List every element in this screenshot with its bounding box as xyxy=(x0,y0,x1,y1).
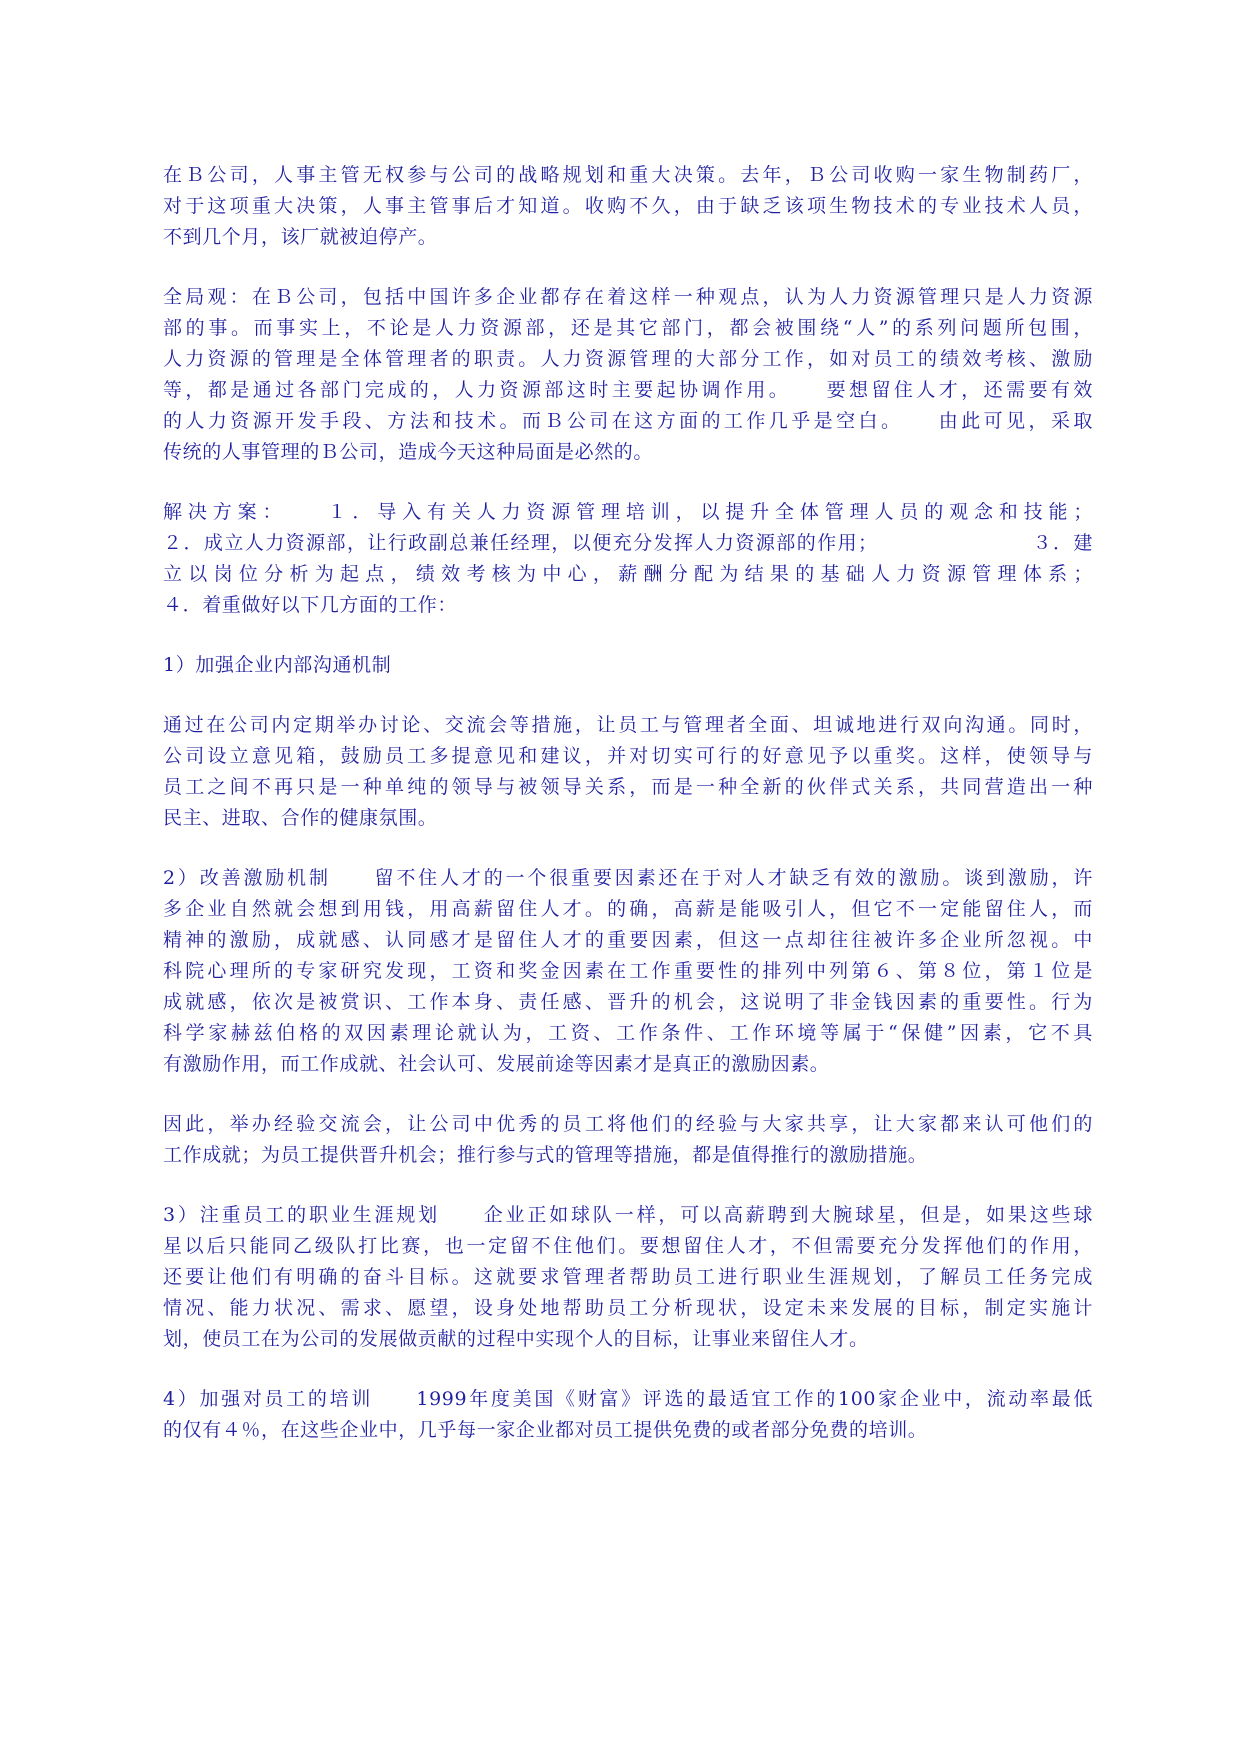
text-line: 通过在公司内定期举办讨论、交流会等措施，让员工与管理者全面、坦诚地进行双向沟通。同时， xyxy=(163,714,1093,736)
document-paragraph xyxy=(163,650,1093,681)
text-line: ２．成立人力资源部，让行政副总兼任经理，以便充分发挥人力资源部的作用； ３．建 xyxy=(163,532,1093,554)
document-paragraph xyxy=(163,710,1093,834)
document-paragraph xyxy=(163,1384,1093,1446)
text-line: 对于这项重大决策，人事主管事后才知道。收购不久，由于缺乏该项生物技术的专业技术人员， xyxy=(163,195,1093,217)
text-line: 等，都是通过各部门完成的，人力资源部这时主要起协调作用。 要想留住人才，还需要有效 xyxy=(163,379,1093,401)
text-line: 4）加强对员工的培训 1999年度美国《财富》评选的最适宜工作的100家企业中，流动率最低 xyxy=(163,1388,1093,1410)
text-line: 2）改善激励机制 留不住人才的一个很重要因素还在于对人才缺乏有效的激励。谈到激励，许 xyxy=(163,867,1093,889)
text-line: 的人力资源开发手段、方法和技术。而Ｂ公司在这方面的工作几乎是空白。 由此可见，采取 xyxy=(163,410,1093,432)
text-line: 不到几个月，该厂就被迫停产。 xyxy=(163,226,438,248)
text-line: 的仅有４％，在这些企业中，几乎每一家企业都对员工提供免费的或者部分免费的培训。 xyxy=(163,1419,928,1441)
document-paragraph xyxy=(163,1200,1093,1355)
text-line: 1）加强企业内部沟通机制 xyxy=(163,654,392,676)
text-line: 星以后只能同乙级队打比赛，也一定留不住他们。要想留住人才，不但需要充分发挥他们的作用， xyxy=(163,1235,1093,1257)
document-paragraph xyxy=(163,863,1093,1080)
document-paragraph xyxy=(163,1109,1093,1171)
text-line: 科学家赫兹伯格的双因素理论就认为，工资、工作条件、工作环境等属于“保健”因素，它不具 xyxy=(163,1022,1093,1044)
text-line: 多企业自然就会想到用钱，用高薪留住人才。的确，高薪是能吸引人，但它不一定能留住人，而 xyxy=(163,898,1093,920)
text-line: 成就感，依次是被赏识、工作本身、责任感、晋升的机会，这说明了非金钱因素的重要性。行为 xyxy=(163,991,1093,1013)
text-line: 传统的人事管理的Ｂ公司，造成今天这种局面是必然的。 xyxy=(163,441,654,463)
document-paragraph xyxy=(163,282,1093,468)
document-paragraph xyxy=(163,497,1093,621)
text-line: 3）注重员工的职业生涯规划 企业正如球队一样，可以高薪聘到大腕球星，但是，如果这些球 xyxy=(163,1204,1093,1226)
text-line: 公司设立意见箱，鼓励员工多提意见和建议，并对切实可行的好意见予以重奖。这样，使领导与 xyxy=(163,745,1093,767)
text-line: 情况、能力状况、需求、愿望，设身处地帮助员工分析现状，设定未来发展的目标，制定实施计 xyxy=(163,1297,1093,1319)
document-page xyxy=(163,160,1093,1475)
text-line: 全局观：在Ｂ公司，包括中国许多企业都存在着这样一种观点，认为人力资源管理只是人力资源 xyxy=(163,286,1093,308)
text-line: 员工之间不再只是一种单纯的领导与被领导关系，而是一种全新的伙伴式关系，共同营造出一种 xyxy=(163,776,1093,798)
text-line: 因此，举办经验交流会，让公司中优秀的员工将他们的经验与大家共享，让大家都来认可他们的 xyxy=(163,1113,1093,1135)
text-line: 民主、进取、合作的健康氛围。 xyxy=(163,807,438,829)
text-line: 人力资源的管理是全体管理者的职责。人力资源管理的大部分工作，如对员工的绩效考核、激励 xyxy=(163,348,1093,370)
text-line: 科院心理所的专家研究发现，工资和奖金因素在工作重要性的排列中列第６、第８位，第１位是 xyxy=(163,960,1093,982)
text-line: 精神的激励，成就感、认同感才是留住人才的重要因素，但这一点却往往被许多企业所忽视。中 xyxy=(163,929,1093,951)
text-line: 立以岗位分析为起点，绩效考核为中心，薪酬分配为结果的基础人力资源管理体系； xyxy=(163,563,1093,585)
text-line: 还要让他们有明确的奋斗目标。这就要求管理者帮助员工进行职业生涯规划，了解员工任务完成 xyxy=(163,1266,1093,1288)
text-line: 在Ｂ公司，人事主管无权参与公司的战略规划和重大决策。去年，Ｂ公司收购一家生物制药厂， xyxy=(163,164,1093,186)
document-paragraph xyxy=(163,160,1093,253)
text-line: 部的事。而事实上，不论是人力资源部，还是其它部门，都会被围绕“人”的系列问题所包围， xyxy=(163,317,1093,339)
text-line: 有激励作用，而工作成就、社会认可、发展前途等因素才是真正的激励因素。 xyxy=(163,1053,830,1075)
text-line: ４．着重做好以下几方面的工作： xyxy=(163,594,458,616)
text-line: 解决方案： １．导入有关人力资源管理培训，以提升全体管理人员的观念和技能； xyxy=(163,501,1093,523)
text-line: 工作成就；为员工提供晋升机会；推行参与式的管理等措施，都是值得推行的激励措施。 xyxy=(163,1144,928,1166)
text-line: 划，使员工在为公司的发展做贡献的过程中实现个人的目标，让事业来留住人才。 xyxy=(163,1328,869,1350)
